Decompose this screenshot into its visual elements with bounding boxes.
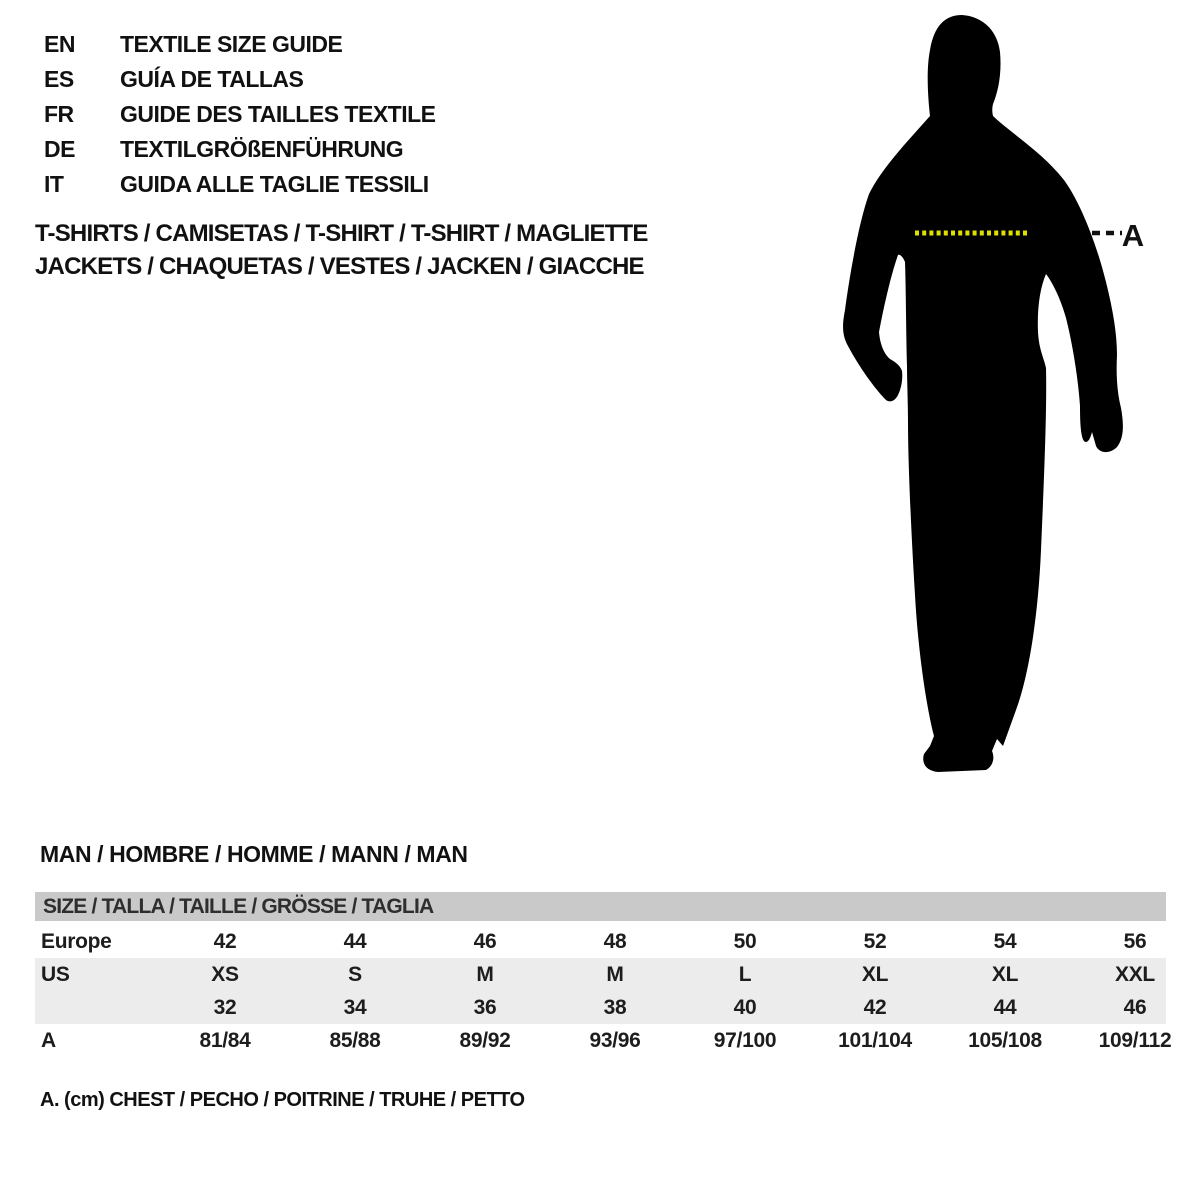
table-cell: 46 [1123,995,1147,1019]
language-code: EN [44,31,75,57]
table-row [35,991,1200,1024]
table-cell: 93/96 [589,1028,641,1052]
table-cell: 46 [473,929,497,953]
size-table [35,892,1200,1057]
table-row [35,1024,1200,1057]
table-row-label: Europe [41,929,112,953]
language-title: GUÍA DE TALLAS [120,66,304,92]
table-cell: 97/100 [713,1028,777,1052]
language-code: ES [44,66,74,92]
table-cell: XL [861,962,889,986]
table-cell: 36 [473,995,497,1019]
product-type-line: T-SHIRTS / CAMISETAS / T-SHIRT / T-SHIRT / MAGLIETTE [35,220,648,247]
language-code: FR [44,101,74,127]
language-title: TEXTILE SIZE GUIDE [120,31,343,57]
table-cell: 54 [993,929,1017,953]
language-row [44,132,436,167]
table-cell: XL [991,962,1019,986]
measurement-label: A [1121,218,1145,253]
table-cell: 81/84 [199,1028,251,1052]
table-cell: 56 [1123,929,1147,953]
section-title: MAN / HOMBRE / HOMME / MANN / MAN [40,841,468,867]
language-row [44,97,436,132]
table-cell: XS [211,962,239,986]
language-code: DE [44,136,75,162]
table-cell: 44 [343,929,367,953]
table-cell: M [476,962,494,986]
table-row [35,958,1200,991]
language-title: GUIDE DES TAILLES TEXTILE [120,101,436,127]
table-cell: 85/88 [329,1028,381,1052]
table-header: SIZE / TALLA / TAILLE / GRÖSSE / TAGLIA [35,892,1166,921]
language-title: GUIDA ALLE TAGLIE TESSILI [120,171,429,197]
table-cell: 34 [343,995,367,1019]
language-row [44,27,436,62]
table-cell: S [348,962,362,986]
man-silhouette [843,15,1123,772]
product-type-list [35,217,648,283]
table-cell: 48 [603,929,627,953]
language-title-list [44,27,436,202]
table-cell: 109/112 [1098,1028,1172,1052]
table-cell: 44 [993,995,1017,1019]
table-row-label: A [41,1028,56,1052]
table-cell: 42 [863,995,887,1019]
table-cell: 89/92 [459,1028,511,1052]
footnote: A. (cm) CHEST / PECHO / POITRINE / TRUHE / PETTO [40,1089,525,1111]
language-title: TEXTILGRÖßENFÜHRUNG [120,136,404,162]
table-cell: L [738,962,752,986]
table-cell: M [606,962,624,986]
language-code: IT [44,171,64,197]
table-cell: 105/108 [968,1028,1042,1052]
table-row [35,925,1200,958]
table-cell: XXL [1115,962,1155,986]
table-cell: 32 [213,995,237,1019]
table-cell: 52 [863,929,887,953]
language-row [44,62,436,97]
product-type-line: JACKETS / CHAQUETAS / VESTES / JACKEN / GIACCHE [35,253,644,280]
table-cell: 101/104 [838,1028,912,1052]
man-figure [840,10,1170,790]
table-rows [35,925,1200,1057]
table-cell: 50 [733,929,757,953]
table-row-label: US [41,962,70,986]
table-cell: 42 [213,929,237,953]
table-cell: 38 [603,995,627,1019]
table-cell: 40 [733,995,757,1019]
language-row [44,167,436,202]
